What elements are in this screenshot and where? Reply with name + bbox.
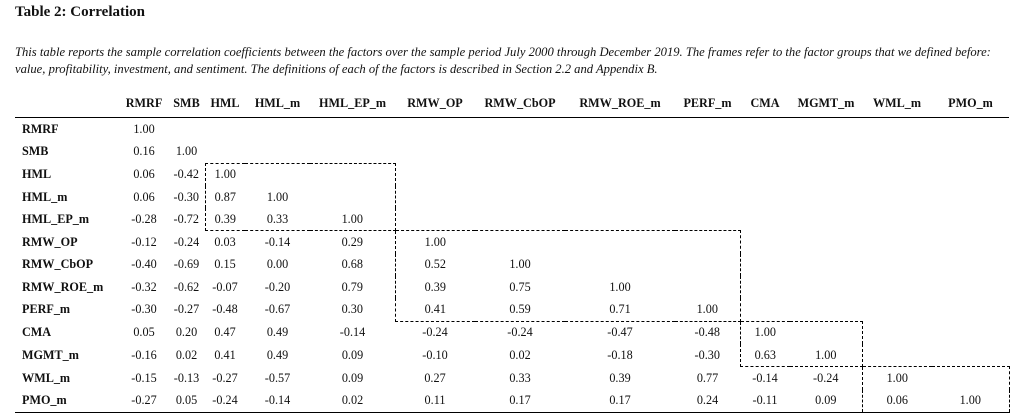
table-cell: -0.10 bbox=[422, 347, 448, 362]
empty-cell bbox=[310, 118, 395, 141]
table-cell: 0.33 bbox=[509, 370, 531, 385]
table-cell: -0.24 bbox=[422, 325, 448, 340]
table-cell: -0.47 bbox=[607, 325, 633, 340]
empty-cell bbox=[862, 140, 932, 163]
table-cell: -0.16 bbox=[131, 347, 157, 362]
empty-cell bbox=[790, 298, 862, 321]
table-row bbox=[15, 367, 1009, 390]
empty-cell bbox=[862, 321, 932, 344]
table-cell: 0.49 bbox=[266, 347, 289, 362]
table-cell: 0.68 bbox=[341, 257, 363, 272]
table-cell: 0.09 bbox=[341, 347, 364, 362]
empty-cell bbox=[740, 254, 790, 276]
table-cell: -0.32 bbox=[131, 279, 157, 294]
table-cell: -0.48 bbox=[694, 325, 720, 340]
empty-cell bbox=[790, 321, 862, 344]
table-row bbox=[15, 254, 1009, 276]
empty-cell bbox=[245, 163, 310, 186]
table-cell: 1.00 bbox=[862, 367, 932, 390]
table-cell: -0.57 bbox=[264, 370, 291, 385]
empty-cell bbox=[862, 276, 932, 298]
row-label: HML_m bbox=[22, 189, 68, 204]
empty-cell bbox=[475, 186, 565, 208]
table-cell: -0.67 bbox=[264, 302, 291, 317]
table-row bbox=[15, 118, 1009, 141]
table-cell: -0.24 bbox=[173, 234, 200, 249]
empty-cell bbox=[475, 118, 565, 141]
empty-cell bbox=[790, 276, 862, 298]
empty-cell bbox=[932, 298, 1009, 321]
empty-cell bbox=[790, 254, 862, 276]
table-cell: 0.41 bbox=[395, 298, 475, 321]
row-label: RMRF bbox=[22, 121, 59, 136]
table-cell: -0.30 bbox=[173, 189, 199, 204]
table-cell: 0.47 bbox=[214, 325, 236, 340]
table-cell: 0.20 bbox=[175, 325, 198, 340]
table-cell: -0.18 bbox=[607, 347, 633, 362]
table-cell: 0.27 bbox=[424, 370, 446, 385]
table-cell: -0.27 bbox=[173, 302, 200, 317]
row-label: HML_EP_m bbox=[22, 212, 90, 227]
empty-cell bbox=[862, 118, 932, 141]
table-cell: 1.00 bbox=[509, 257, 531, 272]
corner-cell bbox=[15, 90, 120, 118]
empty-cell bbox=[675, 186, 740, 208]
empty-cell bbox=[932, 231, 1009, 254]
column-header: HML_EP_m bbox=[310, 90, 395, 118]
empty-cell bbox=[395, 118, 475, 141]
table-cell: 0.02 bbox=[175, 347, 198, 362]
table-cell: 0.29 bbox=[341, 235, 363, 250]
empty-cell bbox=[565, 254, 675, 276]
empty-cell bbox=[675, 140, 740, 163]
table-cell: 0.39 bbox=[205, 208, 245, 231]
empty-cell bbox=[862, 231, 932, 254]
table-cell: -0.30 bbox=[131, 302, 157, 317]
table-cell: 0.02 bbox=[310, 390, 395, 413]
row-label: CMA bbox=[22, 325, 52, 340]
table-cell: 0.17 bbox=[565, 390, 675, 413]
table-cell: 0.09 bbox=[341, 370, 364, 385]
empty-cell bbox=[740, 163, 790, 186]
empty-cell bbox=[675, 163, 740, 186]
table-cell: -0.62 bbox=[173, 279, 200, 294]
table-cell: -0.14 bbox=[264, 235, 291, 250]
empty-cell bbox=[168, 118, 205, 141]
correlation-table-container bbox=[15, 90, 1010, 413]
row-label: RMW_CbOP bbox=[22, 257, 94, 272]
column-header: PERF_m bbox=[675, 90, 740, 118]
table-cell: 1.00 bbox=[133, 121, 155, 136]
table-cell: 0.59 bbox=[475, 298, 565, 321]
table-row bbox=[15, 140, 1009, 163]
column-header: RMW_ROE_m bbox=[565, 90, 675, 118]
table-cell: -0.24 bbox=[507, 325, 533, 340]
empty-cell bbox=[932, 276, 1009, 298]
table-cell: -0.14 bbox=[752, 370, 778, 385]
table-cell: 0.39 bbox=[395, 276, 475, 298]
empty-cell bbox=[475, 231, 565, 254]
table-cell: 1.00 bbox=[205, 163, 245, 186]
empty-cell bbox=[565, 231, 675, 254]
empty-cell bbox=[245, 140, 310, 163]
empty-cell bbox=[565, 118, 675, 141]
empty-cell bbox=[932, 321, 1009, 344]
column-header: SMB bbox=[168, 90, 205, 118]
table-cell: -0.15 bbox=[131, 370, 157, 385]
table-cell: 1.00 bbox=[395, 231, 475, 254]
table-cell: 0.11 bbox=[395, 390, 475, 413]
empty-cell bbox=[862, 163, 932, 186]
table-cell: 1.00 bbox=[609, 279, 631, 294]
table-row bbox=[15, 186, 1009, 208]
empty-cell bbox=[245, 118, 310, 141]
table-cell: -0.13 bbox=[173, 370, 200, 385]
empty-cell bbox=[790, 231, 862, 254]
table-cell: 1.00 bbox=[310, 208, 395, 231]
table-cell: 1.00 bbox=[790, 344, 862, 367]
table-cell: 0.15 bbox=[214, 257, 236, 272]
column-header: HML_m bbox=[245, 90, 310, 118]
empty-cell bbox=[932, 118, 1009, 141]
table-cell: 1.00 bbox=[675, 298, 740, 321]
empty-cell bbox=[395, 208, 475, 231]
table-cell: -0.72 bbox=[173, 212, 199, 227]
table-cell: 0.05 bbox=[168, 390, 205, 413]
empty-cell bbox=[740, 186, 790, 208]
table-cell: 0.30 bbox=[341, 302, 363, 317]
table-row bbox=[15, 276, 1009, 298]
table-cell: 0.06 bbox=[862, 390, 932, 413]
empty-cell bbox=[205, 118, 245, 141]
table-cell: -0.27 bbox=[212, 370, 238, 385]
table-cell: 0.17 bbox=[475, 390, 565, 413]
table-cell: 1.00 bbox=[266, 189, 289, 204]
table-cell: -0.27 bbox=[120, 390, 168, 413]
row-label: SMB bbox=[22, 144, 49, 159]
empty-cell bbox=[862, 298, 932, 321]
table-caption: This table reports the sample correlation coefficients between the factors over the sample period July 2000 through December 2019. The frames refer to the factor groups that we defined before: value, profitability, investment, and sentiment. The definitions of each of the factors is described in Section 2.2 and Appendix B. bbox=[15, 45, 991, 76]
table-cell: -0.20 bbox=[264, 279, 291, 294]
table-cell: 0.71 bbox=[565, 298, 675, 321]
empty-cell bbox=[565, 140, 675, 163]
table-cell: -0.40 bbox=[131, 257, 157, 272]
table-cell: -0.14 bbox=[245, 390, 310, 413]
table-cell: 0.06 bbox=[133, 189, 155, 204]
table-cell: 0.33 bbox=[245, 208, 310, 231]
empty-cell bbox=[475, 140, 565, 163]
table-cell: 0.24 bbox=[675, 390, 740, 413]
table-cell: 0.87 bbox=[205, 186, 245, 208]
table-cell: -0.11 bbox=[740, 390, 790, 413]
table-cell: 1.00 bbox=[740, 321, 790, 344]
empty-cell bbox=[862, 186, 932, 208]
table-cell: 0.03 bbox=[214, 235, 236, 250]
empty-cell bbox=[932, 186, 1009, 208]
table-cell: 0.00 bbox=[266, 257, 289, 272]
empty-cell bbox=[675, 118, 740, 141]
table-cell: -0.24 bbox=[205, 390, 245, 413]
table-row bbox=[15, 298, 1009, 321]
table-cell: 1.00 bbox=[932, 390, 1009, 413]
table-cell: 0.41 bbox=[214, 347, 236, 362]
empty-cell bbox=[932, 208, 1009, 231]
table-row bbox=[15, 231, 1009, 254]
empty-cell bbox=[740, 298, 790, 321]
row-label: WML_m bbox=[22, 370, 71, 385]
column-header: RMRF bbox=[120, 90, 168, 118]
table-cell: -0.48 bbox=[212, 302, 238, 317]
table-title: Table 2: Correlation bbox=[15, 4, 145, 20]
table-cell: 0.77 bbox=[696, 370, 719, 385]
empty-cell bbox=[675, 254, 740, 276]
empty-cell bbox=[932, 254, 1009, 276]
table-cell: 0.05 bbox=[133, 325, 155, 340]
empty-cell bbox=[932, 163, 1009, 186]
empty-cell bbox=[395, 140, 475, 163]
table-cell: -0.30 bbox=[694, 347, 720, 362]
table-body bbox=[15, 118, 1009, 413]
table-cell: -0.28 bbox=[131, 212, 157, 227]
column-header: PMO_m bbox=[932, 90, 1009, 118]
empty-cell bbox=[790, 186, 862, 208]
empty-cell bbox=[675, 208, 740, 231]
empty-cell bbox=[932, 367, 1009, 390]
table-cell: -0.07 bbox=[212, 279, 238, 294]
table-cell: -0.14 bbox=[339, 325, 366, 340]
empty-cell bbox=[395, 186, 475, 208]
empty-cell bbox=[475, 208, 565, 231]
empty-cell bbox=[310, 186, 395, 208]
empty-cell bbox=[790, 140, 862, 163]
table-cell: 0.52 bbox=[395, 254, 475, 276]
table-cell: -0.24 bbox=[813, 370, 839, 385]
header-row bbox=[15, 90, 1009, 118]
empty-cell bbox=[310, 140, 395, 163]
empty-cell bbox=[565, 186, 675, 208]
empty-cell bbox=[310, 163, 395, 186]
table-cell: -0.69 bbox=[173, 257, 200, 272]
table-row bbox=[15, 208, 1009, 231]
empty-cell bbox=[790, 118, 862, 141]
column-header: WML_m bbox=[862, 90, 932, 118]
empty-cell bbox=[932, 140, 1009, 163]
empty-cell bbox=[395, 163, 475, 186]
empty-cell bbox=[862, 254, 932, 276]
empty-cell bbox=[862, 208, 932, 231]
column-header: CMA bbox=[740, 90, 790, 118]
table-cell: 1.00 bbox=[175, 144, 198, 159]
empty-cell bbox=[675, 231, 740, 254]
table-cell: 0.09 bbox=[790, 390, 862, 413]
table-row bbox=[15, 344, 1009, 367]
row-label: MGMT_m bbox=[22, 347, 79, 362]
empty-cell bbox=[740, 231, 790, 254]
table-cell: -0.12 bbox=[131, 234, 157, 249]
empty-cell bbox=[790, 163, 862, 186]
correlation-table bbox=[15, 90, 1010, 413]
empty-cell bbox=[565, 163, 675, 186]
column-header: MGMT_m bbox=[790, 90, 862, 118]
empty-cell bbox=[740, 118, 790, 141]
column-header: RMW_OP bbox=[395, 90, 475, 118]
row-label: PMO_m bbox=[15, 390, 120, 413]
table-cell: 0.06 bbox=[133, 166, 155, 181]
row-label: HML bbox=[22, 166, 52, 181]
empty-cell bbox=[205, 140, 245, 163]
row-label: RMW_OP bbox=[22, 234, 78, 249]
empty-cell bbox=[740, 140, 790, 163]
empty-cell bbox=[475, 163, 565, 186]
empty-cell bbox=[675, 276, 740, 298]
table-cell: 0.75 bbox=[509, 279, 531, 294]
table-cell: 0.49 bbox=[266, 325, 289, 340]
empty-cell bbox=[740, 208, 790, 231]
table-cell: 0.39 bbox=[609, 370, 631, 385]
table-row bbox=[15, 390, 1009, 413]
table-cell: 0.63 bbox=[740, 344, 790, 367]
row-label: RMW_ROE_m bbox=[22, 279, 104, 294]
empty-cell bbox=[740, 276, 790, 298]
empty-cell bbox=[862, 344, 932, 367]
column-header: RMW_CbOP bbox=[475, 90, 565, 118]
table-cell: 0.79 bbox=[341, 279, 363, 294]
table-cell: -0.42 bbox=[173, 166, 199, 181]
empty-cell bbox=[790, 208, 862, 231]
empty-cell bbox=[932, 344, 1009, 367]
column-header: HML bbox=[205, 90, 245, 118]
row-label: PERF_m bbox=[22, 302, 71, 317]
table-cell: 0.02 bbox=[509, 347, 531, 362]
table-row bbox=[15, 321, 1009, 344]
empty-cell bbox=[565, 208, 675, 231]
table-row bbox=[15, 163, 1009, 186]
table-cell: 0.16 bbox=[133, 144, 155, 159]
